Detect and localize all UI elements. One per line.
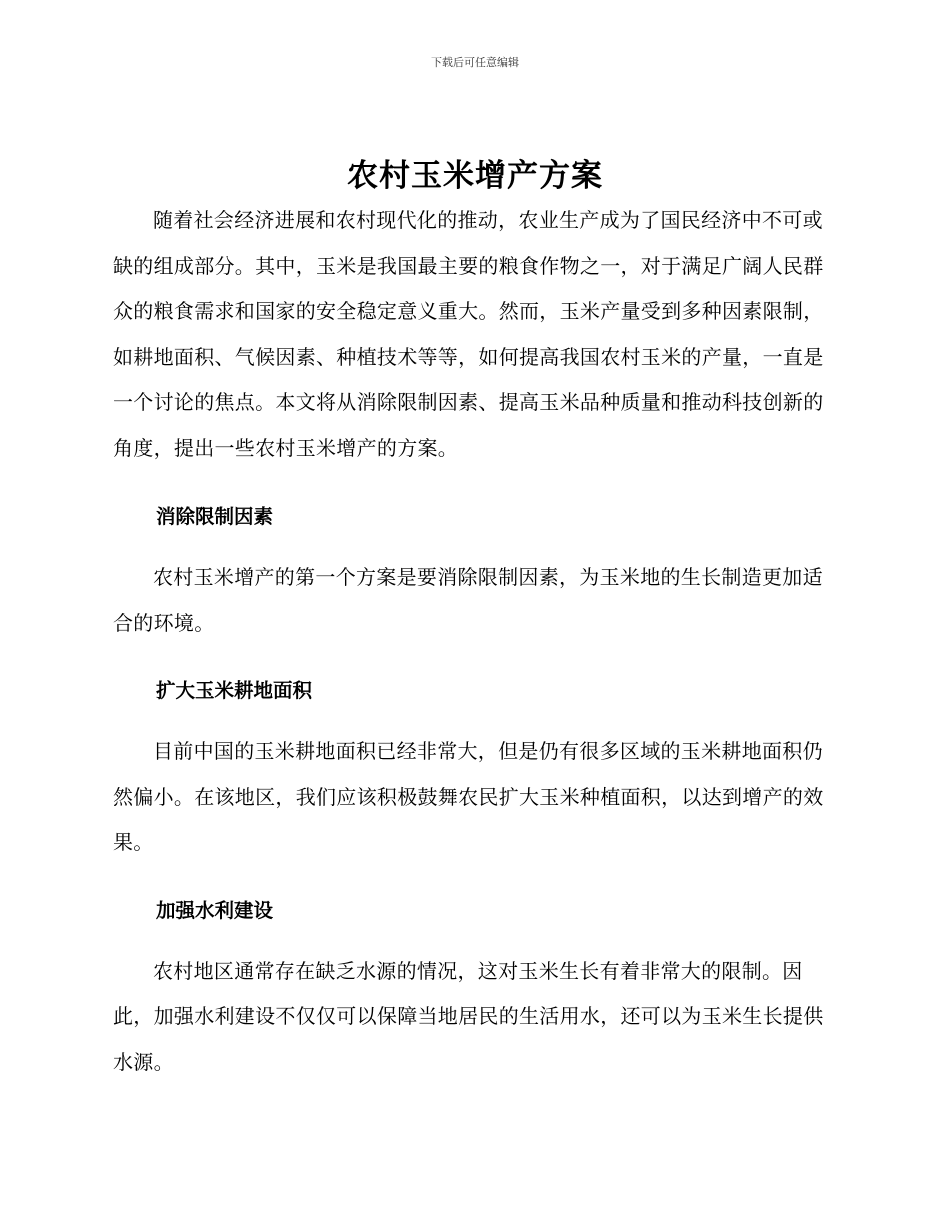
section-paragraph-expand-farmland: 目前中国的玉米耕地面积已经非常大，但是仍有很多区域的玉米耕地面积仍然偏小。在该地区，我们应该积极鼓舞农民扩大玉米种植面积，以达到增产的效果。 (113, 739, 824, 854)
document-body (113, 198, 831, 1085)
section-paragraph-water-conservancy: 农村地区通常存在缺乏水源的情况，这对玉米生长有着非常大的限制。因此，加强水利建设不仅仅可以保障当地居民的生活用水，还可以为玉米生长提供水源。 (113, 958, 824, 1074)
section-heading-expand-farmland: 扩大玉米耕地面积 (156, 679, 313, 702)
section-paragraph-remove-constraints: 农村玉米增产的第一个方案是要消除限制因素，为玉米地的生长制造更加适合的环境。 (113, 565, 823, 635)
page-header-note: 下载后可任意编辑 (431, 56, 519, 69)
section-heading-remove-constraints: 消除限制因素 (156, 505, 274, 528)
section-heading-water-conservancy: 加强水利建设 (156, 898, 274, 922)
intro-paragraph: 随着社会经济进展和农村现代化的推动，农业生产成为了国民经济中不可或缺的组成部分。其中，玉米是我国最主要的粮食作物之一，对于满足广阔人民群众的粮食需求和国家的安全稳定意义重大。然而，玉米产量受到多种因素限制，如耕地面积、气候因素、种植技术等等，如何提高我国农村玉米的产量，一直是一个讨论的焦点。本文将从消除限制因素、提高玉米品种质量和推动科技创新的角度，提出一些农村玉米增产的方案。 (113, 208, 824, 460)
document-title: 农村玉米增产方案 (347, 158, 603, 194)
